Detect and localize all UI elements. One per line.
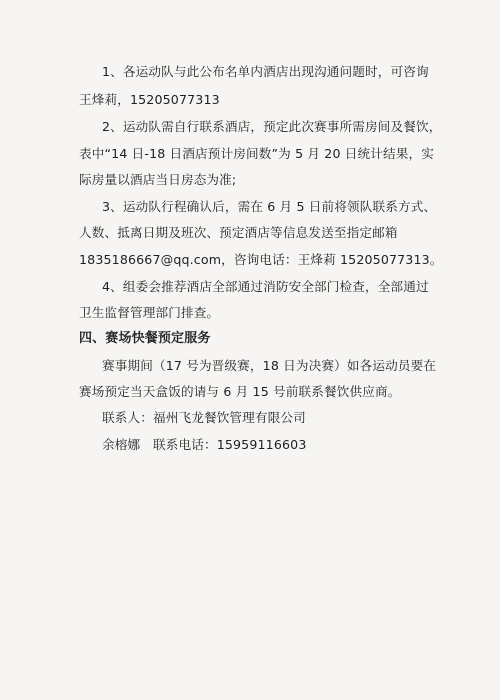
item-3-line-1: 3、运动队行程确认后，需在 6 月 5 日前将领队联系方式、 <box>102 199 437 214</box>
item-2-line-3: 际房量以酒店当日房态为准; <box>79 172 237 187</box>
item-3-line-2: 人数、抵离日期及班次、预定酒店等信息发送至指定邮箱 <box>79 225 398 240</box>
section-heading-4: 四、赛场快餐预定服务 <box>79 331 211 346</box>
contact-person-line: 联系人：福州飞龙餐饮管理有限公司 <box>102 410 306 425</box>
item-1-line-1: 1、各运动队与此公布名单内酒店出现沟通问题时，可咨询 <box>102 64 429 79</box>
item-2-line-2: 表中“14 日-18 日酒店预计房间数”为 5 月 20 日统计结果，实 <box>79 146 434 161</box>
section-4-para-line-1: 赛事期间（17 号为晋级赛，18 日为决赛）如各运动员要在 <box>102 358 437 373</box>
item-4-line-1: 4、组委会推荐酒店全部通过消防安全部门检查，全部通过 <box>102 279 429 294</box>
contact-phone-line: 余榕娜 联系电话：15959116603 <box>102 437 307 452</box>
item-1-line-2: 王烽莉，15205077313 <box>79 92 220 107</box>
item-4-line-2: 卫生监督管理部门排查。 <box>79 305 220 320</box>
item-3-line-3: 1835186667@qq.com，咨询电话：王烽莉 15205077313。 <box>79 252 443 267</box>
item-2-line-1: 2、运动队需自行联系酒店，预定此次赛事所需房间及餐饮， <box>102 119 442 134</box>
section-4-para-line-2: 赛场预定当天盒饭的请与 6 月 15 号前联系餐饮供应商。 <box>79 384 401 399</box>
